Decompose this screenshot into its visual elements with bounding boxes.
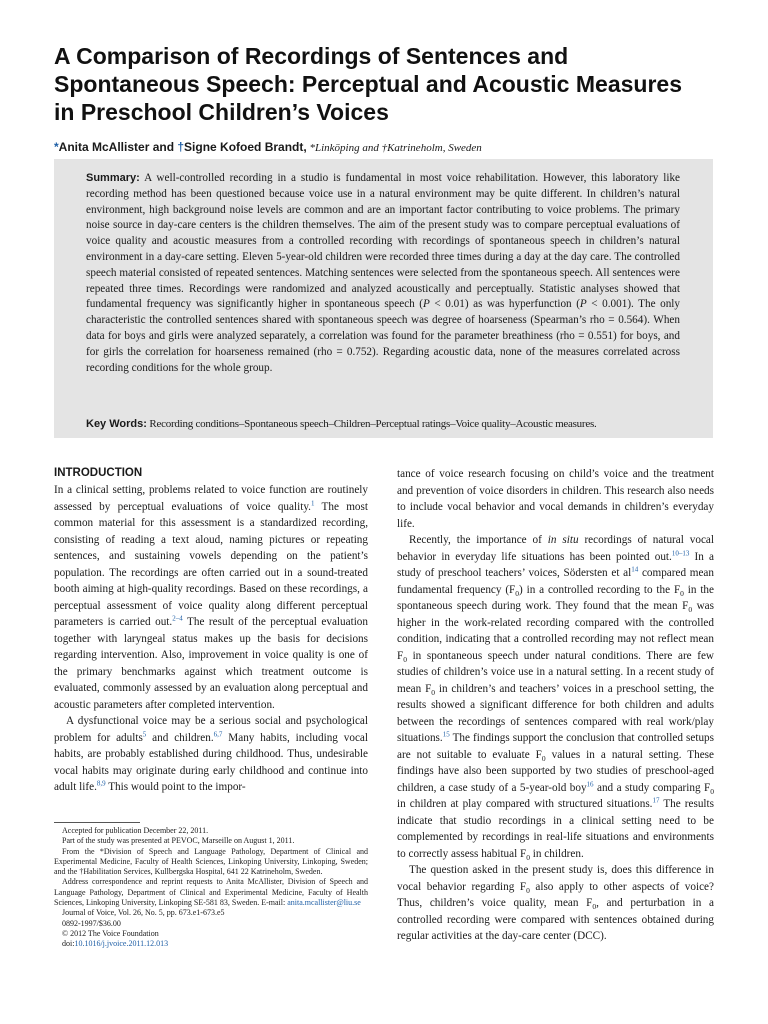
footnote-correspondence bbox=[54, 877, 368, 908]
summary-text: < 0.01) as was hyperfunction ( bbox=[429, 298, 580, 311]
text-run: Recently, the importance of bbox=[409, 534, 548, 546]
text-run: The result of the perceptual evaluation together with laryngeal status makes up the basis for decisions regarding intervention. Also, improvement in voice quality is one of the primary benchmarks against which treatment outcome is evaluated, commonly assessed by an evaluation along perceptual and acoustic parameters after completed intervention. bbox=[54, 616, 368, 711]
text-run: This would point to the impor- bbox=[105, 781, 246, 793]
footnote-journal: Journal of Voice, Vol. 26, No. 5, pp. 673.e1-673.e5 bbox=[62, 908, 225, 918]
citation-link[interactable]: 10–13 bbox=[671, 548, 690, 557]
email-link[interactable]: anita.mcallister@liu.se bbox=[287, 898, 361, 908]
paragraph bbox=[397, 532, 714, 862]
abstract-summary bbox=[86, 171, 680, 376]
italic-term: in situ bbox=[547, 534, 579, 546]
footnote-copyright: © 2012 The Voice Foundation bbox=[62, 928, 159, 938]
text-run: In a clinical setting, problems related to voice function are routinely assessed by perceptual evaluations of voice quality. bbox=[54, 484, 368, 513]
text-run: compared mean fundamental frequency (F bbox=[397, 567, 714, 596]
author-name-2: Signe Kofoed Brandt, bbox=[184, 140, 307, 154]
summary-label: Summary: bbox=[86, 172, 140, 184]
p-value-symbol: P bbox=[423, 298, 430, 311]
footnote-doi bbox=[54, 939, 368, 949]
footnote-issn: 0892-1997/$36.00 bbox=[62, 918, 121, 928]
citation-link[interactable]: 1 bbox=[310, 498, 315, 507]
paragraph bbox=[397, 862, 714, 945]
text-run: The question asked in the present study is, does this difference in vocal behavior regarding F bbox=[397, 864, 714, 893]
subscript: 0 bbox=[592, 902, 597, 912]
text-run: also apply to other aspects of voice? Thus, children’s voice quality, mean F bbox=[397, 880, 714, 909]
subscript: 0 bbox=[680, 588, 684, 598]
affiliation-text: *Linköping and †Katrineholm, Sweden bbox=[306, 142, 482, 154]
affiliation-mark-2: † bbox=[177, 140, 185, 154]
paragraph bbox=[54, 482, 368, 713]
text-run: in children at play compared with structured situations. bbox=[397, 798, 653, 810]
text-run: A dysfunctional voice may be a serious social and psychological problem for adults bbox=[54, 715, 368, 744]
text-run: was higher in the work-related recording compared with the controlled condition, indicating that a controlled recording may not reflect mean F bbox=[397, 600, 714, 662]
keywords-label: Key Words: bbox=[86, 418, 147, 430]
subscript: 0 bbox=[526, 885, 530, 895]
subscript: 0 bbox=[541, 753, 546, 763]
citation-link[interactable]: 16 bbox=[586, 779, 594, 788]
footnotes bbox=[54, 826, 368, 950]
text-run: In a study of preschool teachers’ voices, Södersten et al bbox=[397, 550, 714, 579]
section-heading-introduction: INTRODUCTION bbox=[54, 467, 143, 479]
citation-link[interactable]: 14 bbox=[631, 565, 639, 574]
subscript: 0 bbox=[710, 786, 715, 796]
affiliation-mark-1: * bbox=[54, 140, 59, 154]
citation-link[interactable]: 5 bbox=[142, 729, 147, 738]
text-run: , and perturbation in a controlled recording were compared with sentences obtained during regular activities at the day-care center (DCC). bbox=[397, 897, 714, 942]
article-title: A Comparison of Recordings of Sentences and Spontaneous Speech: Perceptual and Acoustic Measures in Preschool Children’s Voices bbox=[54, 43, 682, 125]
summary-text: A well-controlled recording in a studio is fundamental in most voice rehabilitation. However, this laboratory like recording method has been questioned because voice use in a natural environment may be quite different. In children’s natural environment, high background noise levels are common and are an important factor contributing to voice problems. The primary noise source in day-care centers is the children themselves. The aim of the present study was to compare perceptual evaluations of voice quality and acoustic measures from a controlled recording with recordings of spontaneous speech in children’s natural environment in a day-care setting. Eleven 5-year-old children were recorded three times during a day at the day care. The controlled speech material consisted of repeated sentences. Matching sentences were selected from the spontaneous speech. All sentences were repeated three times. Recordings were randomized and analyzed acoustically and perceptually. Statistic analyses showed that fundamental frequency was significantly higher in spontaneous speech ( bbox=[86, 172, 680, 311]
subscript: 0 bbox=[526, 852, 530, 862]
subscript: 0 bbox=[688, 605, 693, 615]
paragraph bbox=[397, 466, 714, 532]
summary-text: < 0.001). The only characteristic the controlled sentences shared with spontaneous speech was degree of hoarseness (Spearman’s rho = 0.564). When data for boys and girls were analyzed separately, a correlation was found for the parameter breathiness (rho = 0.551) for boys, and for girls the correlation for hoarseness remained (rho = 0.752). Regarding acoustic data, none of the measures correlated across recording conditions for the whole group. bbox=[86, 298, 681, 374]
text-run: ) in a controlled recording to the F bbox=[519, 583, 681, 596]
text-run: The most common material for this assessment is a standardized recording, consisting of reading a text aloud, naming pictures or repeating sentences, and sustaining vowels depending on the patient’s population. The recordings are often carried out in a sound-treated booth aiming at high-quality recordings. Based on these recordings, a perceptual assessment of voice quality along different perceptual parameters is carried out. bbox=[54, 500, 368, 628]
paragraph bbox=[54, 713, 368, 796]
abstract-keywords bbox=[86, 417, 696, 432]
p-value-symbol: P bbox=[579, 298, 587, 311]
keywords-text: Recording conditions–Spontaneous speech–Children–Perceptual ratings–Voice quality–Acoustic measures. bbox=[146, 418, 597, 430]
citation-link[interactable]: 15 bbox=[442, 730, 450, 739]
text-run: Many habits, including vocal habits, are probably established during childhood. Thus, undesirable vocal habits may originate during early childhood and continue into adult life. bbox=[54, 731, 368, 793]
text-run: in children’s and teachers’ voices in a preschool setting, the results showed a significant difference for both children and adults between the recordings of sentences compared with real work/play situations. bbox=[397, 682, 715, 744]
text-run: in the spontaneous speech during work. They found that the mean F bbox=[397, 583, 714, 612]
text-run: doi: bbox=[62, 939, 75, 949]
text-run: tance of voice research focusing on child’s voice and the treatment and prevention of voice disorders in children. This research also needs to include vocal behavior and vocal demands in children’s everyday life. bbox=[397, 468, 714, 530]
footnote-affiliations: From the *Division of Speech and Language Pathology, Department of Clinical and Experimental Medicine, Faculty of Health Sciences, Linkoping University, Linkoping, Sweden; and the †Habilitation Services, Kullbergska Hospital, 641 22 Katrineholm, Sweden. bbox=[54, 846, 368, 877]
subscript: 0 bbox=[515, 588, 520, 598]
subscript: 0 bbox=[431, 687, 436, 697]
text-run: The findings support the conclusion that controlled setups are not suitable to evaluate F bbox=[397, 732, 714, 761]
text-run: and a study comparing F bbox=[593, 781, 711, 794]
footnote-divider bbox=[54, 822, 140, 823]
body-column-left bbox=[54, 466, 368, 796]
author-line bbox=[54, 139, 734, 156]
citation-link[interactable]: 17 bbox=[652, 796, 660, 805]
text-run: values in a natural setting. These findings have also been supported by two studies of preschool-aged children, a case study of a 5-year-old boy bbox=[397, 748, 714, 794]
citation-link[interactable]: 6,7 bbox=[213, 729, 223, 738]
footnote-accepted: Accepted for publication December 22, 2011. bbox=[62, 826, 209, 835]
text-run: Address correspondence and reprint requests to Anita McAllister, Division of Speech and Language Pathology, Department of Clinical and Experimental Medicine, Faculty of Health Sciences, Linkoping University, Linkoping SE-581 83, Sweden. E-mail: bbox=[54, 877, 368, 908]
text-run: recordings of natural vocal behavior in everyday life situations has been pointed out. bbox=[397, 534, 714, 563]
text-run: in children. bbox=[530, 847, 584, 860]
text-run: in spontaneous speech under natural conditions. There are few studies of children’s voice use in a natural setting. In a recent study of mean F bbox=[397, 649, 714, 695]
footnote-presented: Part of the study was presented at PEVOC, Marseille on August 1, 2011. bbox=[62, 836, 295, 846]
author-name-1: Anita McAllister and bbox=[58, 140, 178, 154]
citation-link[interactable]: 2–4 bbox=[172, 614, 183, 623]
citation-link[interactable]: 8,9 bbox=[96, 779, 106, 788]
text-run: and children. bbox=[146, 731, 214, 744]
doi-link[interactable]: 10.1016/j.jvoice.2011.12.013 bbox=[74, 939, 169, 949]
body-column-right bbox=[397, 466, 714, 945]
text-run: The results indicate that studio recordings in a clinical setting need to be complemented by recordings in real-life situations and environments to correctly assess habitual F bbox=[397, 798, 714, 860]
subscript: 0 bbox=[403, 654, 407, 664]
